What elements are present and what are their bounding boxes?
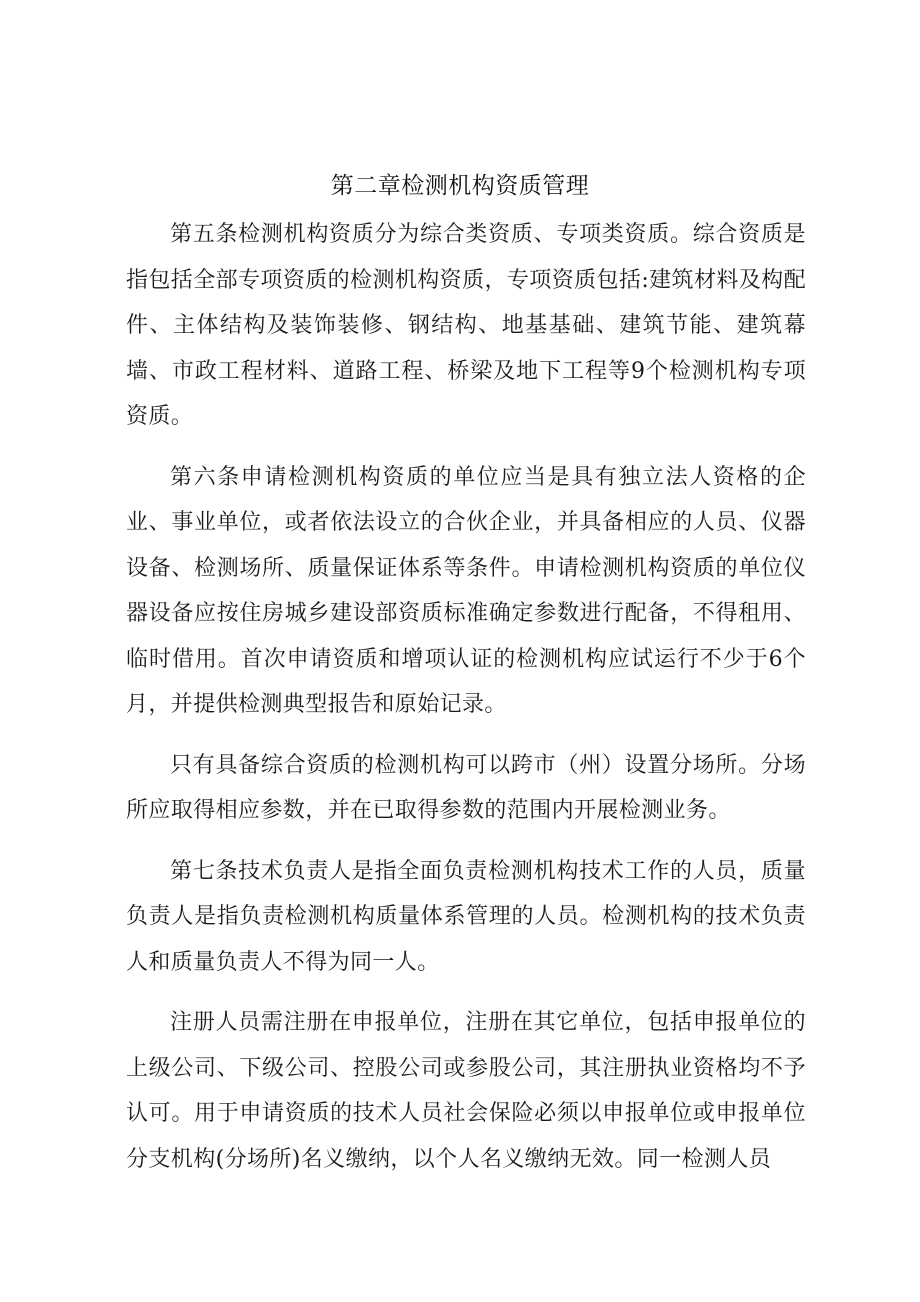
paragraph-registered-personnel: 注册人员需注册在申报单位，注册在其它单位，包括申报单位的上级公司、下级公司、控股公司或参股公司，其注册执业资格均不予认可。用于申请资质的技术人员社会保险必须以申报单位或申报单位分支机构(分场所)名义缴纳，以个人名义缴纳无效。同一检测人员 [126, 1010, 806, 1172]
paragraph-branch-sites: 只有具备综合资质的检测机构可以跨市（州）设置分场所。分场所应取得相应参数，并在已取得参数的范围内开展检测业务。 [126, 752, 806, 823]
paragraph-article-5: 第五条检测机构资质分为综合类资质、专项类资质。综合资质是指包括全部专项资质的检测机构资质，专项资质包括:建筑材料及构配件、主体结构及装饰装修、钢结构、地基基础、建筑节能、建筑幕墙、市政工程材料、道路工程、桥梁及地下工程等9个检测机构专项资质。 [126, 222, 806, 429]
document-body [126, 212, 806, 1197]
chapter-title: 第二章检测机构资质管理 [330, 173, 590, 199]
paragraph-article-7: 第七条技术负责人是指全面负责检测机构技术工作的人员，质量负责人是指负责检测机构质量体系管理的人员。检测机构的技术负责人和质量负责人不得为同一人。 [126, 858, 806, 975]
paragraph-article-6: 第六条申请检测机构资质的单位应当是具有独立法人资格的企业、事业单位，或者依法设立的合伙企业，并具备相应的人员、仪器设备、检测场所、质量保证体系等条件。申请检测机构资质的单位仪器设备应按住房城乡建设部资质标准确定参数进行配备，不得租用、临时借用。首次申请资质和增项认证的检测机构应试运行不少于6个月，并提供检测典型报告和原始记录。 [126, 464, 806, 717]
